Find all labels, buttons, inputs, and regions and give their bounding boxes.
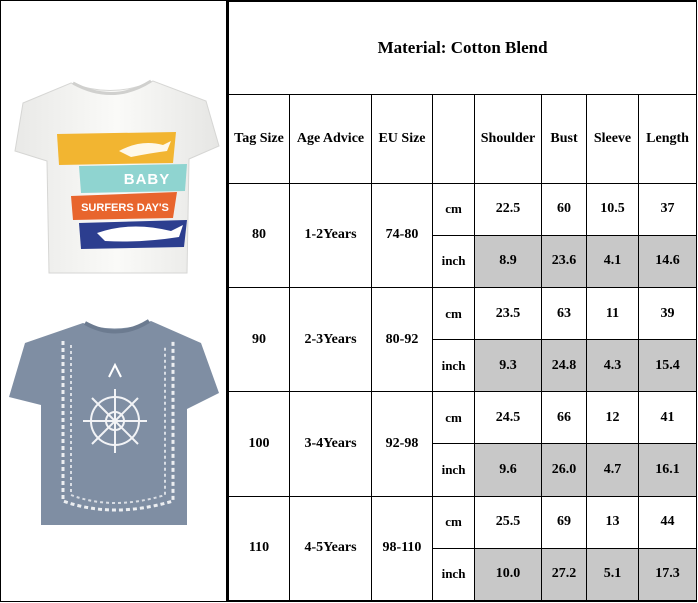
shoulder-inch: 10.0 [475,548,542,600]
age-advice-cell: 1-2Years [290,183,372,287]
age-advice-cell: 3-4Years [290,392,372,496]
tag-size-cell: 90 [229,287,290,391]
bust-cm: 63 [542,287,587,339]
bust-inch: 27.2 [542,548,587,600]
table-row [229,183,697,235]
header-bust: Bust [542,95,587,183]
unit-inch: inch [433,235,475,287]
length-cm: 41 [639,392,697,444]
header-age-advice: Age Advice [290,95,372,183]
shoulder-cm: 23.5 [475,287,542,339]
length-cm: 39 [639,287,697,339]
header-unit [433,95,475,183]
age-advice-cell: 2-3Years [290,287,372,391]
sleeve-cm: 12 [587,392,639,444]
product-photos [1,1,226,601]
sleeve-inch: 4.1 [587,235,639,287]
bust-inch: 26.0 [542,444,587,496]
bust-inch: 23.6 [542,235,587,287]
bust-inch: 24.8 [542,340,587,392]
unit-inch: inch [433,444,475,496]
header-sleeve: Sleeve [587,95,639,183]
size-chart-table [228,1,697,601]
shirt-print-surfers: SURFERS DAY'S [81,202,169,214]
blue-tshirt-image [1,301,226,601]
length-cm: 37 [639,183,697,235]
unit-inch: inch [433,548,475,600]
unit-cm: cm [433,392,475,444]
sleeve-cm: 13 [587,496,639,548]
length-inch: 14.6 [639,235,697,287]
unit-inch: inch [433,340,475,392]
unit-cm: cm [433,496,475,548]
header-eu-size: EU Size [372,95,433,183]
shoulder-inch: 9.6 [475,444,542,496]
tag-size-cell: 100 [229,392,290,496]
age-advice-cell: 4-5Years [290,496,372,600]
table-row [229,287,697,339]
length-inch: 15.4 [639,340,697,392]
unit-cm: cm [433,287,475,339]
eu-size-cell: 80-92 [372,287,433,391]
sleeve-cm: 11 [587,287,639,339]
unit-cm: cm [433,183,475,235]
length-inch: 16.1 [639,444,697,496]
white-tshirt-image [1,1,226,301]
eu-size-cell: 92-98 [372,392,433,496]
sleeve-inch: 4.3 [587,340,639,392]
tag-size-cell: 80 [229,183,290,287]
shoulder-cm: 22.5 [475,183,542,235]
eu-size-cell: 74-80 [372,183,433,287]
sleeve-inch: 4.7 [587,444,639,496]
shoulder-inch: 8.9 [475,235,542,287]
length-cm: 44 [639,496,697,548]
bust-cm: 66 [542,392,587,444]
length-inch: 17.3 [639,548,697,600]
shoulder-cm: 25.5 [475,496,542,548]
table-row [229,392,697,444]
bust-cm: 60 [542,183,587,235]
table-row [229,496,697,548]
header-tag-size: Tag Size [229,95,290,183]
header-shoulder: Shoulder [475,95,542,183]
sleeve-cm: 10.5 [587,183,639,235]
header-length: Length [639,95,697,183]
shoulder-inch: 9.3 [475,340,542,392]
tag-size-cell: 110 [229,496,290,600]
bust-cm: 69 [542,496,587,548]
shoulder-cm: 24.5 [475,392,542,444]
shirt-print-baby: BABY [123,171,171,188]
material-title: Material: Cotton Blend [229,2,697,95]
eu-size-cell: 98-110 [372,496,433,600]
sleeve-inch: 5.1 [587,548,639,600]
